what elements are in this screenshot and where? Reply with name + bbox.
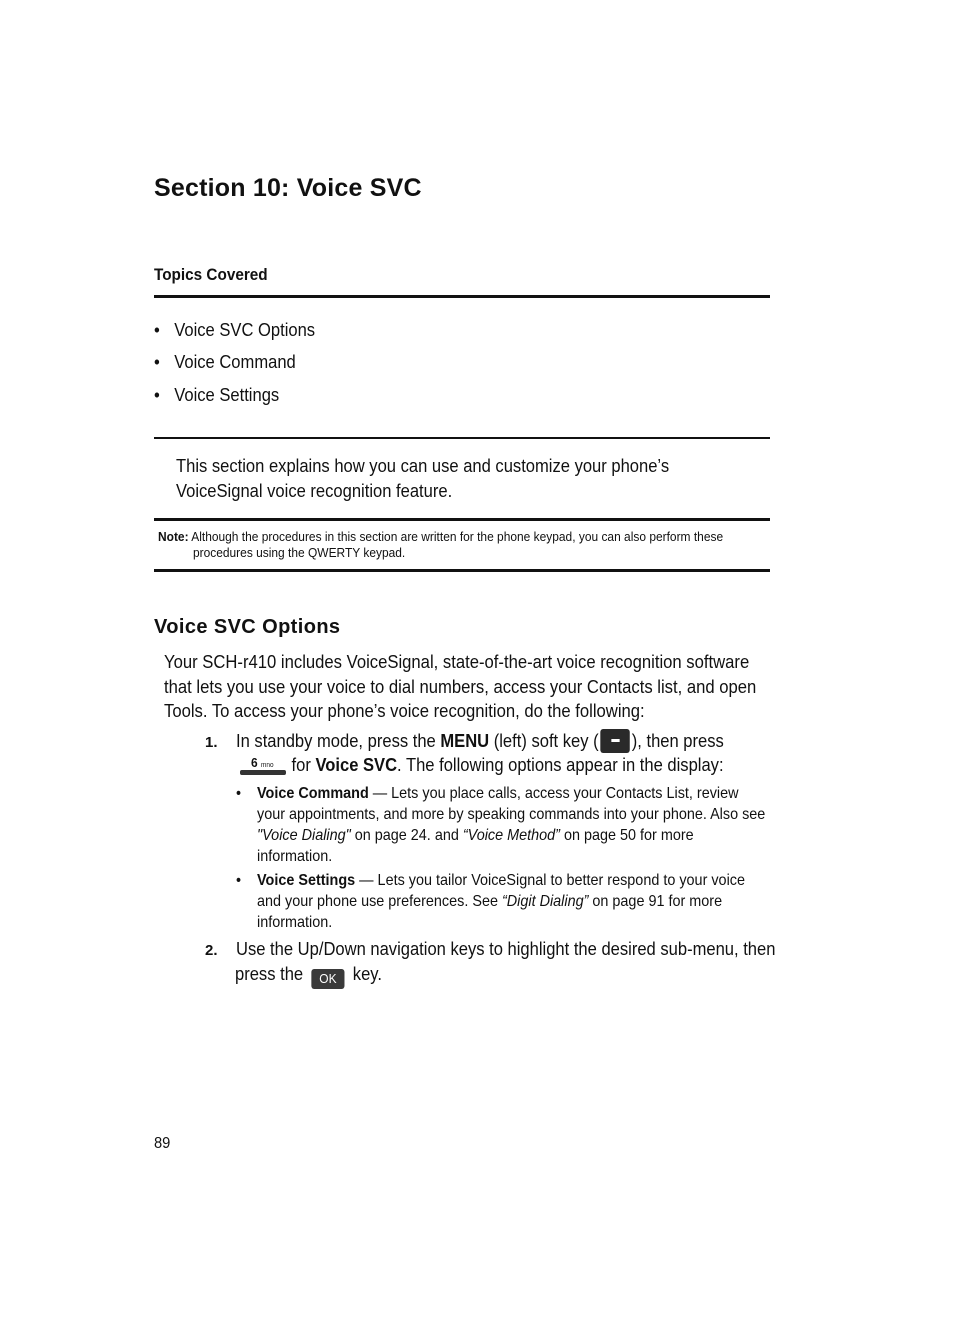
menu-soft-key-icon [600, 729, 629, 753]
step-text: Use the Up/Down navigation keys to highlight the desired sub-menu, then [236, 939, 776, 959]
option-voice-settings: Voice Settings — Lets you tailor VoiceSignal to better respond to your voice [257, 872, 745, 889]
note-text: Although the procedures in this section are written for the phone keypad, you can also perform these [191, 529, 724, 544]
section-heading: Voice SVC Options [154, 616, 341, 638]
divider [154, 518, 770, 521]
step-text: 6 mno for Voice SVC. The following options appear in the display: [240, 753, 724, 777]
note-text: procedures using the QWERTY keypad. [192, 545, 406, 560]
list-item: • Voice SVC Options [154, 320, 316, 340]
option-text: information. [257, 914, 333, 931]
body-paragraph: Your SCH-r410 includes VoiceSignal, state-of-the-art voice recognition software that lets you use your voice to dial numbers, access your Contacts list, and open Tools. To access your phone’s voice recognition, do the following: [164, 652, 757, 721]
link-voice-dialing[interactable]: "Voice Dialing" [257, 827, 351, 844]
key-6-icon: 6 mno [240, 755, 286, 775]
option-text: information. [257, 848, 333, 865]
divider [154, 295, 770, 298]
page-title: Section 10: Voice SVC [154, 174, 422, 202]
divider [154, 437, 770, 439]
bullet-icon: • [236, 785, 242, 802]
step-number: 1. [205, 734, 218, 751]
intro-paragraph: This section explains how you can use and customize your phone’s VoiceSignal voice recognition feature. [176, 456, 670, 501]
step-number: 2. [205, 942, 218, 959]
ok-key-icon: OK [311, 969, 344, 989]
page-number: 89 [154, 1135, 171, 1152]
option-text: "Voice Dialing" on page 24. and “Voice Method” on page 50 for more [257, 827, 694, 844]
option-text: and your phone use preferences. See “Digit Dialing” on page 91 for more [257, 893, 723, 910]
link-digit-dialing[interactable]: “Digit Dialing” [501, 893, 589, 910]
list-item: • Voice Command [154, 352, 296, 372]
divider [154, 569, 770, 572]
option-voice-command: Voice Command — Lets you place calls, access your Contacts List, review [257, 785, 739, 802]
bullet-icon: • [154, 352, 160, 372]
bullet-icon: • [154, 385, 160, 405]
option-text: your appointments, and more by speaking commands into your phone. Also see [257, 806, 766, 823]
bullet-icon: • [154, 320, 160, 340]
note-label: Note: [158, 529, 189, 544]
topics-heading: Topics Covered [154, 265, 268, 284]
note [158, 529, 756, 561]
bullet-icon: • [236, 872, 242, 889]
list-item: • Voice Settings [154, 385, 280, 405]
step-text: press the OK key. [235, 962, 382, 989]
step-text: In standby mode, press the MENU (left) soft key ( ), then press [236, 731, 724, 751]
link-voice-method[interactable]: “Voice Method” [462, 827, 560, 844]
